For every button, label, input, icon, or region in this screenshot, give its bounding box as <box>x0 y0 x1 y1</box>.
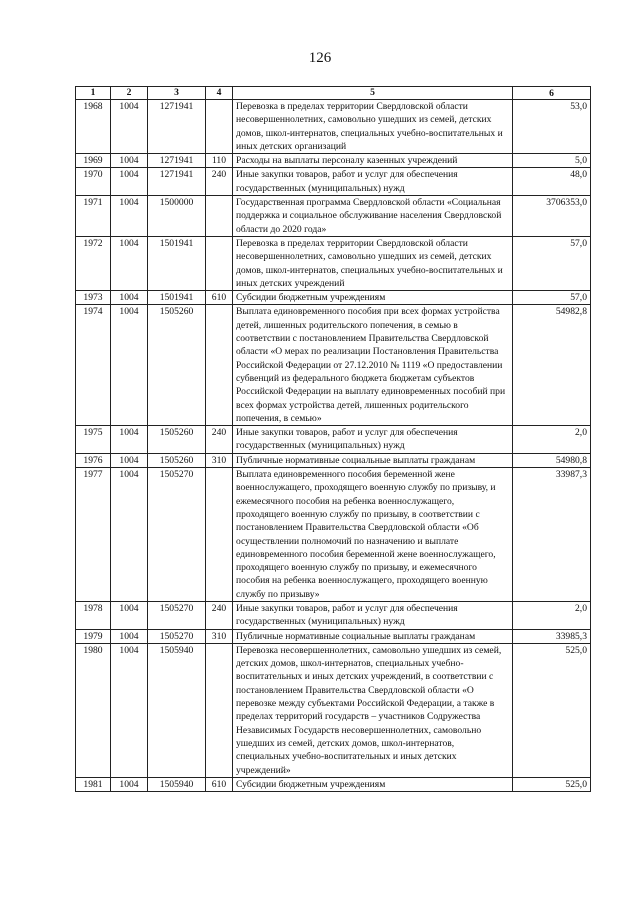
section-code-cell: 1004 <box>111 468 148 602</box>
table-row <box>76 236 591 290</box>
table-row <box>76 291 591 305</box>
description-cell: Публичные нормативные социальные выплаты гражданам <box>233 453 513 467</box>
table-row <box>76 305 591 426</box>
table-header-row <box>76 87 591 100</box>
description-cell: Государственная программа Свердловской области «Социальная поддержка и социальное обслуживание населения Свердловской области до 2020 года» <box>233 196 513 237</box>
target-article-cell: 1501941 <box>148 236 206 290</box>
target-article-cell: 1500000 <box>148 196 206 237</box>
table-row <box>76 643 591 777</box>
table-row <box>76 168 591 196</box>
target-article-cell: 1271941 <box>148 154 206 168</box>
description-cell: Иные закупки товаров, работ и услуг для обеспечения государственных (муниципальных) нужд <box>233 426 513 454</box>
amount-cell: 57,0 <box>513 291 591 305</box>
target-article-cell: 1501941 <box>148 291 206 305</box>
amount-cell: 53,0 <box>513 100 591 154</box>
table-row <box>76 196 591 237</box>
expense-type-cell <box>206 468 233 602</box>
table-row <box>76 468 591 602</box>
description-cell: Иные закупки товаров, работ и услуг для обеспечения государственных (муниципальных) нужд <box>233 168 513 196</box>
expense-type-cell: 110 <box>206 154 233 168</box>
description-cell: Субсидии бюджетным учреждениям <box>233 777 513 791</box>
column-header-6: 6 <box>513 87 591 100</box>
expense-type-cell: 240 <box>206 168 233 196</box>
target-article-cell: 1505940 <box>148 777 206 791</box>
table-row <box>76 601 591 629</box>
section-code-cell: 1004 <box>111 629 148 643</box>
amount-cell: 54980,8 <box>513 453 591 467</box>
amount-cell: 2,0 <box>513 426 591 454</box>
row-number-cell: 1978 <box>76 601 111 629</box>
description-cell: Перевозка в пределах территории Свердловской области несовершеннолетних, самовольно ушедших из семей, детских домов, школ-интернатов, специальных учебно-воспитательных и иных детских учреждений <box>233 236 513 290</box>
row-number-cell: 1974 <box>76 305 111 426</box>
row-number-cell: 1975 <box>76 426 111 454</box>
table-row <box>76 100 591 154</box>
expense-type-cell <box>206 643 233 777</box>
row-number-cell: 1973 <box>76 291 111 305</box>
expense-type-cell <box>206 236 233 290</box>
description-cell: Расходы на выплаты персоналу казенных учреждений <box>233 154 513 168</box>
section-code-cell: 1004 <box>111 777 148 791</box>
column-header-3: 3 <box>148 87 206 100</box>
expense-type-cell: 240 <box>206 601 233 629</box>
section-code-cell: 1004 <box>111 643 148 777</box>
expense-type-cell <box>206 100 233 154</box>
amount-cell: 3706353,0 <box>513 196 591 237</box>
row-number-cell: 1972 <box>76 236 111 290</box>
row-number-cell: 1980 <box>76 643 111 777</box>
target-article-cell: 1505260 <box>148 426 206 454</box>
section-code-cell: 1004 <box>111 100 148 154</box>
description-cell: Субсидии бюджетным учреждениям <box>233 291 513 305</box>
row-number-cell: 1969 <box>76 154 111 168</box>
row-number-cell: 1971 <box>76 196 111 237</box>
section-code-cell: 1004 <box>111 196 148 237</box>
amount-cell: 33987,3 <box>513 468 591 602</box>
section-code-cell: 1004 <box>111 426 148 454</box>
target-article-cell: 1505260 <box>148 453 206 467</box>
expense-type-cell: 610 <box>206 291 233 305</box>
row-number-cell: 1970 <box>76 168 111 196</box>
amount-cell: 525,0 <box>513 777 591 791</box>
section-code-cell: 1004 <box>111 168 148 196</box>
amount-cell: 525,0 <box>513 643 591 777</box>
table-row <box>76 629 591 643</box>
target-article-cell: 1505270 <box>148 468 206 602</box>
column-header-4: 4 <box>206 87 233 100</box>
expense-type-cell: 240 <box>206 426 233 454</box>
table-row <box>76 453 591 467</box>
description-cell: Выплата единовременного пособия при всех формах устройства детей, лишенных родительского попечения, в семью в соответствии с постановлением Правительства Свердловской области «О мерах по реализации Постановления Правительства Российской Федерации от 27.12.2010 № 1119 «О предоставлении субвенций из федерального бюджета бюджетам субъектов Российской Федерации на выплату единовременных пособий при всех формах устройства детей, лишенных родительского попечения, в семью» <box>233 305 513 426</box>
row-number-cell: 1968 <box>76 100 111 154</box>
expense-type-cell <box>206 196 233 237</box>
description-cell: Перевозка в пределах территории Свердловской области несовершеннолетних, самовольно ушедших из семей, детских домов, школ-интернатов, специальных учебно-воспитательных и иных детских организаций <box>233 100 513 154</box>
description-cell: Иные закупки товаров, работ и услуг для обеспечения государственных (муниципальных) нужд <box>233 601 513 629</box>
expense-type-cell <box>206 305 233 426</box>
amount-cell: 57,0 <box>513 236 591 290</box>
description-cell: Перевозка несовершеннолетних, самовольно ушедших из семей, детских домов, школ-интернатов, специальных учебно-воспитательных и иных детских учреждений, в соответствии с постановлением Правительства Свердловской области «О перевозке между субъектами Российской Федерации, а также в пределах территорий государств – участников Содружества Независимых Государств несовершеннолетних, самовольно ушедших из семей, детских домов, школ-интернатов, специальных учебно-воспитательных и иных детских учреждений» <box>233 643 513 777</box>
amount-cell: 5,0 <box>513 154 591 168</box>
amount-cell: 54982,8 <box>513 305 591 426</box>
description-cell: Публичные нормативные социальные выплаты гражданам <box>233 629 513 643</box>
amount-cell: 2,0 <box>513 601 591 629</box>
section-code-cell: 1004 <box>111 154 148 168</box>
description-cell: Выплата единовременного пособия беременной жене военнослужащего, проходящего военную службу по призыву, и ежемесячного пособия на ребенка военнослужащего, проходящего военную службу по призыву, в соответствии с постановлением Правительства Свердловской области «Об осуществлении полномочий по назначению и выплате единовременного пособия беременной жене военнослужащего, проходящего военную службу по призыву, и ежемесячного пособия на ребенка военнослужащего, проходящего военную службу по призыву» <box>233 468 513 602</box>
section-code-cell: 1004 <box>111 291 148 305</box>
target-article-cell: 1505260 <box>148 305 206 426</box>
table-row <box>76 777 591 791</box>
section-code-cell: 1004 <box>111 305 148 426</box>
target-article-cell: 1505940 <box>148 643 206 777</box>
table-row <box>76 154 591 168</box>
page-number: 126 <box>308 50 332 66</box>
row-number-cell: 1979 <box>76 629 111 643</box>
expense-type-cell: 310 <box>206 453 233 467</box>
target-article-cell: 1505270 <box>148 601 206 629</box>
section-code-cell: 1004 <box>111 453 148 467</box>
row-number-cell: 1981 <box>76 777 111 791</box>
amount-cell: 48,0 <box>513 168 591 196</box>
column-header-1: 1 <box>76 87 111 100</box>
target-article-cell: 1271941 <box>148 168 206 196</box>
row-number-cell: 1977 <box>76 468 111 602</box>
row-number-cell: 1976 <box>76 453 111 467</box>
amount-cell: 33985,3 <box>513 629 591 643</box>
expense-type-cell: 610 <box>206 777 233 791</box>
column-header-2: 2 <box>111 87 148 100</box>
target-article-cell: 1505270 <box>148 629 206 643</box>
target-article-cell: 1271941 <box>148 100 206 154</box>
section-code-cell: 1004 <box>111 601 148 629</box>
section-code-cell: 1004 <box>111 236 148 290</box>
expense-type-cell: 310 <box>206 629 233 643</box>
column-header-5: 5 <box>233 87 513 100</box>
budget-table <box>75 86 591 792</box>
table-row <box>76 426 591 454</box>
